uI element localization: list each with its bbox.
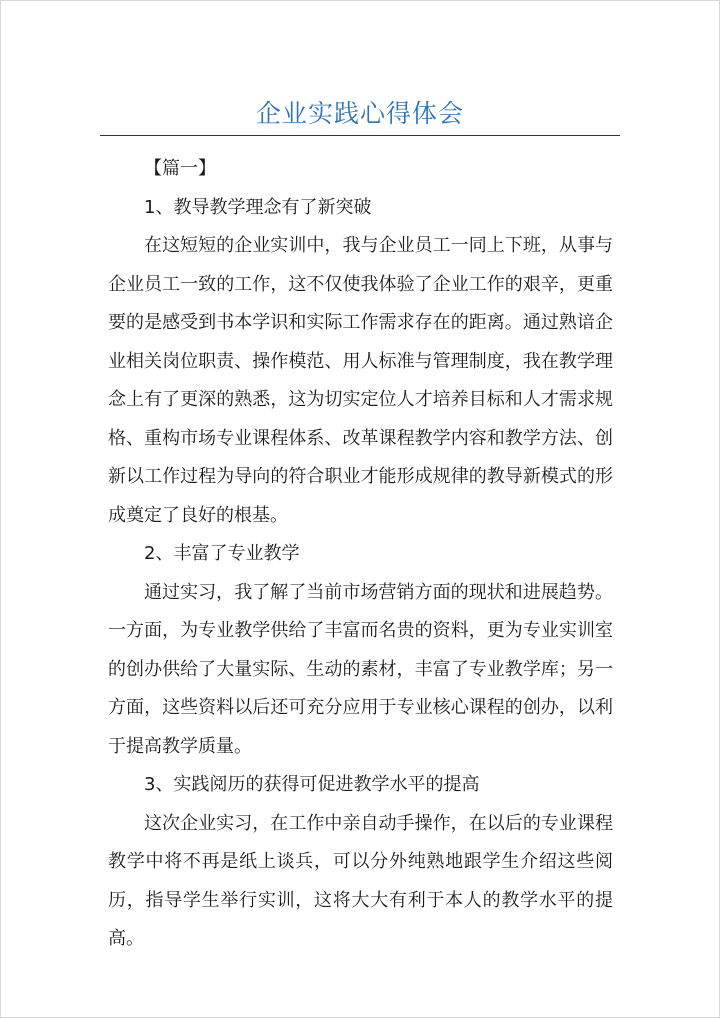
document-title: 企业实践心得体会 xyxy=(255,99,464,128)
paragraph-3: 这次企业实习，在工作中亲自动手操作，在以后的专业课程教学中将不再是纸上谈兵，可以分外纯熟地跟学生介绍这些阅历，指导学生举行实训，这将大大有利于本人的教学水平的提高。 xyxy=(108,812,613,949)
paragraph-1: 在这短短的企业实训中，我与企业员工一同上下班，从事与企业员工一致的工作，这不仅使我体验了企业工作的艰辛，更重要的是感受到书本学识和实际工作需求存在的距离。通过熟谙企业相关岗位职责、操作模范、用人标准与管理制度，我在教学理念上有了更深的熟悉，这为切实定位人才培养目标和人才需求规格、重构市场专业课程体系、改革课程教学内容和教学方法、创新以工作过程为导向的符合职业才能形成规律的教导新模式的形成奠定了良好的根基。 xyxy=(108,235,613,526)
heading-3: 3、实践阅历的获得可促进教学水平的提高 xyxy=(144,774,480,795)
heading-2: 2、丰富了专业教学 xyxy=(144,543,300,564)
document-body xyxy=(108,150,613,959)
title-underline xyxy=(100,135,620,136)
paragraph-2: 通过实习，我了解了当前市场营销方面的现状和进展趋势。一方面，为专业教学供给了丰富而名贵的资料，更为专业实训室的创办供给了大量实际、生动的素材，丰富了专业教学库；另一方面，这些资料以后还可充分应用于专业核心课程的创办，以利于提高教学质量。 xyxy=(108,581,613,757)
heading-1: 1、教导教学理念有了新突破 xyxy=(144,196,372,218)
section-label: 【篇一】 xyxy=(144,158,216,179)
